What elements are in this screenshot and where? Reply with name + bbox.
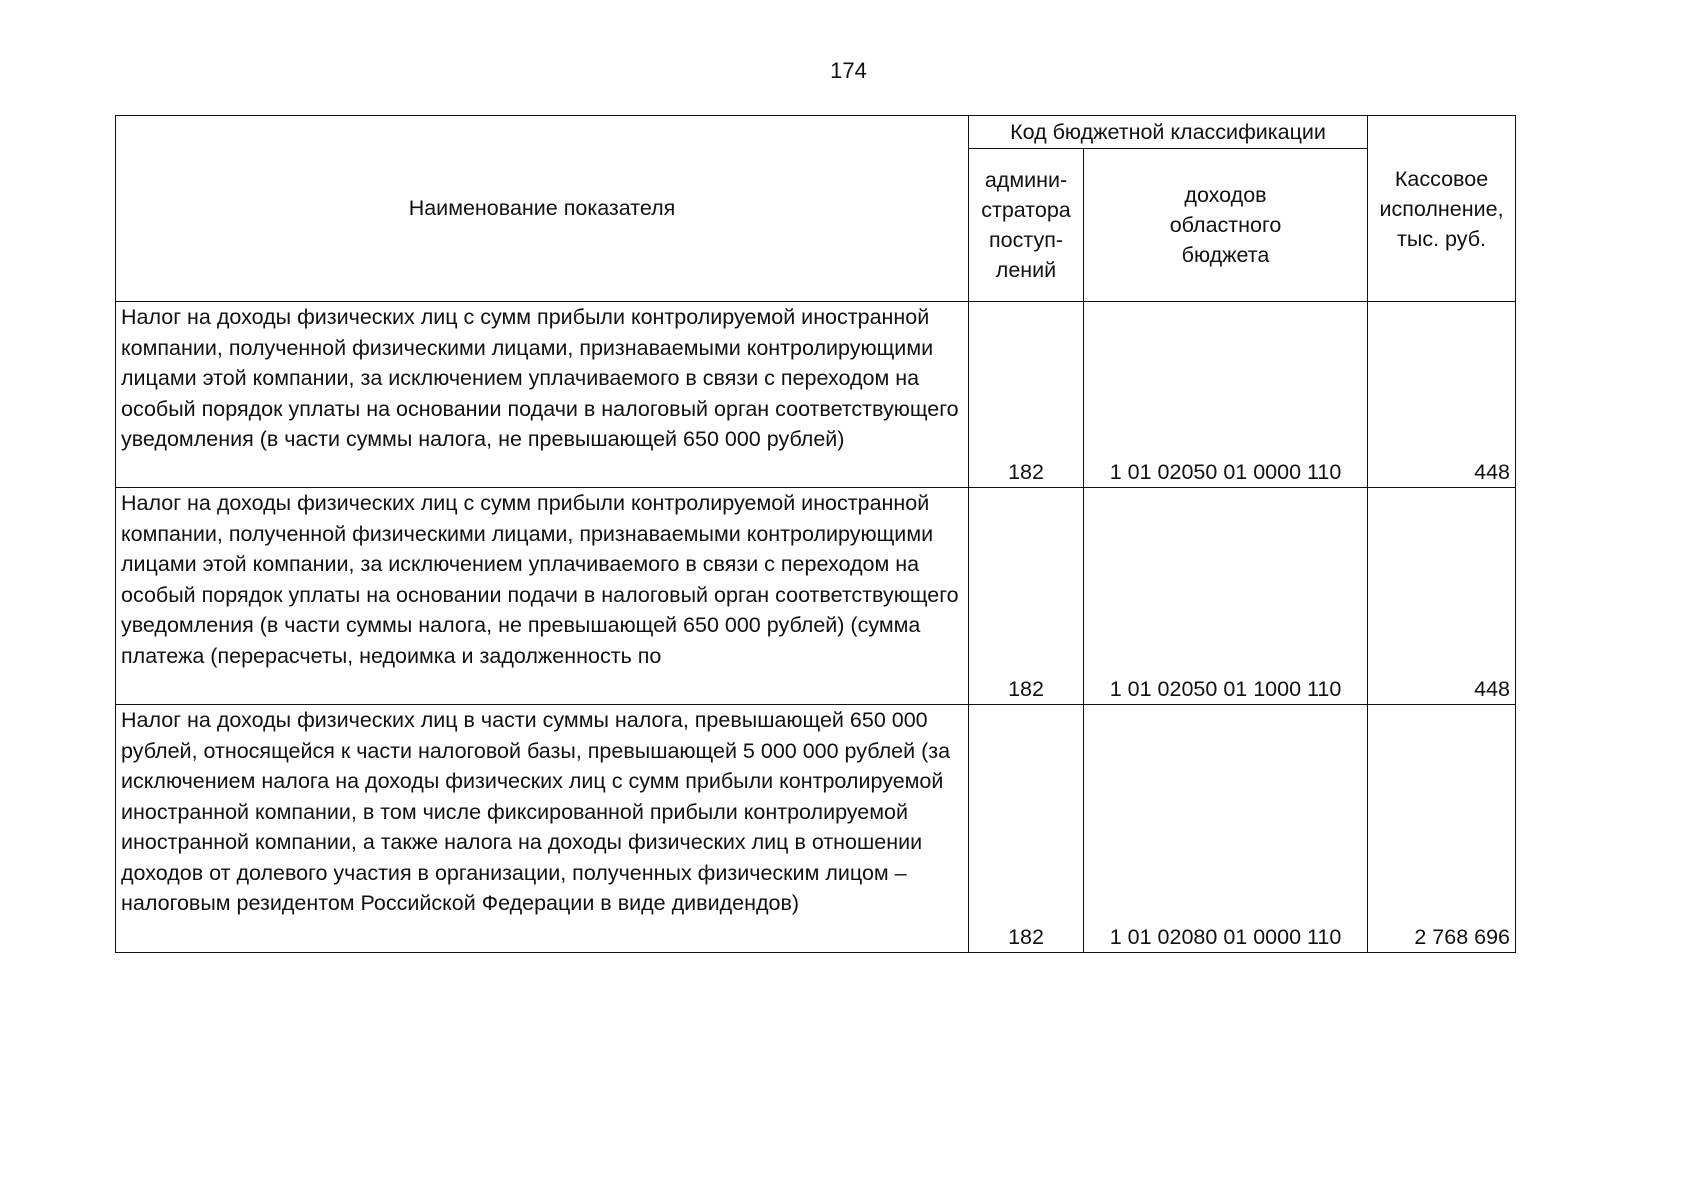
income-code-cell: 1 01 02080 01 0000 110 [1084,705,1368,953]
administrator-code-cell: 182 [969,488,1084,705]
indicator-name-cell: Налог на доходы физических лиц в части суммы налога, превышающей 650 000 рублей, относящейся к части налоговой базы, превышающей 5 000 000 рублей (за исключением налога на доходы физических лиц с сумм прибыли контролируемой иностранной компании, в том числе фиксированной прибыли контролируемой иностранной компании, а также налога на доходы физических лиц в отношении доходов от долевого участия в организации, полученных физическим лицом – налоговым резидентом Российской Федерации в виде дивидендов) [116,705,969,953]
header-administrator-line: админи- [984,168,1068,192]
cash-execution-cell: 448 [1368,488,1516,705]
header-income-line: областного [1169,213,1282,237]
table-row [116,302,1516,488]
indicator-name-cell: Налог на доходы физических лиц с сумм прибыли контролируемой иностранной компании, полученной физическими лицами, признаваемыми контролирующими лицами этой компании, за исключением уплачиваемого в связи с переходом на особый порядок уплаты на основании подачи в налоговый орган соответствующего уведомления (в части суммы налога, не превышающей 650 000 рублей) [116,302,969,488]
header-administrator [969,149,1084,302]
header-administrator-line: лений [995,258,1057,282]
indicator-name-text: Налог на доходы физических лиц с сумм прибыли контролируемой иностранной компании, полученной физическими лицами, признаваемыми контролирующими лицами этой компании, за исключением уплачиваемого в связи с переходом на особый порядок уплаты на основании подачи в налоговый орган соответствующего уведомления (в части суммы налога, не превышающей 650 000 рублей) (сумма платежа (перерасчеты, недоимка и задолженность по [121,491,959,668]
header-cash-execution-line: Кассовое [1394,166,1489,191]
table-row [116,488,1516,705]
header-cash-execution [1368,116,1516,302]
administrator-code-cell: 182 [969,302,1084,488]
header-administrator-line: стратора [981,198,1071,222]
administrator-code-cell: 182 [969,705,1084,953]
cash-execution-cell: 2 768 696 [1368,705,1516,953]
income-code-cell: 1 01 02050 01 1000 110 [1084,488,1368,705]
header-income-code [1084,149,1368,302]
cash-execution-cell: 448 [1368,302,1516,488]
header-indicator-name: Наименование показателя [116,116,969,302]
header-budget-code-group: Код бюджетной классификации [969,116,1368,149]
header-cash-execution-line: исполнение, [1379,196,1504,221]
header-administrator-line: поступ- [989,228,1063,252]
header-income-line: доходов [1184,183,1267,207]
header-income-line: бюджета [1181,243,1270,267]
income-code-cell: 1 01 02050 01 0000 110 [1084,302,1368,488]
table-row [116,705,1516,953]
page-number: 174 [830,58,867,83]
header-cash-execution-line: тыс. руб. [1397,226,1487,251]
budget-table [115,115,1516,953]
indicator-name-cell [116,488,969,705]
table-header [116,116,1516,302]
